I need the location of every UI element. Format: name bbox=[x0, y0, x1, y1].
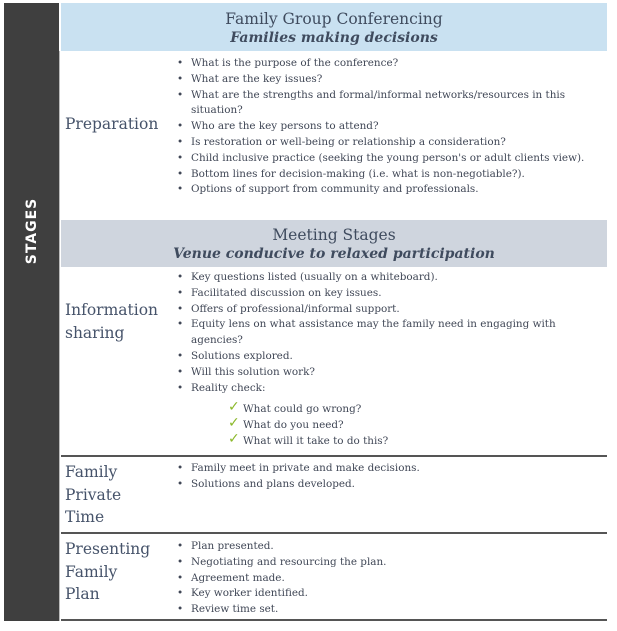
list-item: • Reality check: bbox=[177, 381, 597, 397]
list-item: • Solutions explored. bbox=[177, 349, 597, 365]
header-subtitle: Venue conducive to relaxed participation bbox=[173, 246, 495, 262]
preparation-list bbox=[177, 56, 597, 198]
list-item: • What are the strengths and formal/informal networks/resources in this situation? bbox=[177, 88, 597, 120]
stage-label-line: sharing bbox=[65, 323, 125, 342]
stage-label-family-private-time bbox=[65, 461, 121, 529]
stage-label-line: Private bbox=[65, 485, 122, 504]
check-item-text: What could go wrong? bbox=[243, 403, 362, 415]
stage-label-line: Family bbox=[65, 463, 118, 481]
section-divider bbox=[61, 619, 607, 621]
list-item: • Bottom lines for decision-making (i.e. what is non-negotiable?). bbox=[177, 167, 597, 183]
checkmark-icon: ✓ bbox=[228, 399, 240, 415]
column-divider bbox=[59, 51, 60, 621]
list-item: • Options of support from community and professionals. bbox=[177, 182, 597, 198]
list-item: • Agreement made. bbox=[177, 571, 597, 587]
list-item: • What are the key issues? bbox=[177, 72, 597, 88]
header-title: Family Group Conferencing bbox=[225, 10, 443, 28]
checkmark-icon: ✓ bbox=[228, 415, 240, 431]
stage-label-line: Time bbox=[65, 508, 105, 526]
list-item: • Offers of professional/informal support. bbox=[177, 302, 597, 318]
list-item: • Review time set. bbox=[177, 602, 597, 618]
meeting-stages-header bbox=[61, 220, 607, 267]
reality-check-list bbox=[228, 401, 388, 449]
stage-label-line: Presenting bbox=[65, 540, 151, 558]
list-item: • Key questions listed (usually on a whiteboard). bbox=[177, 270, 597, 286]
stages-label: STAGES bbox=[23, 197, 40, 265]
family-group-conferencing-header bbox=[61, 3, 607, 51]
stage-label-presenting-family-plan bbox=[65, 538, 150, 606]
stage-label-information-sharing bbox=[65, 299, 158, 344]
list-item: • Plan presented. bbox=[177, 539, 597, 555]
list-item: • Equity lens on what assistance may the family need in engaging with agencies? bbox=[177, 317, 597, 349]
list-item: • Is restoration or well-being or relationship a consideration? bbox=[177, 135, 597, 151]
stage-label-line: Family bbox=[65, 562, 118, 581]
list-item: • Will this solution work? bbox=[177, 365, 597, 381]
family-private-time-list bbox=[177, 461, 597, 493]
header-title: Meeting Stages bbox=[272, 226, 396, 244]
list-item: • Solutions and plans developed. bbox=[177, 477, 597, 493]
check-item-text: What do you need? bbox=[243, 419, 344, 431]
list-item: • Family meet in private and make decisions. bbox=[177, 461, 597, 477]
check-item-text: What will it take to do this? bbox=[243, 435, 389, 447]
stage-label-line: Plan bbox=[65, 585, 100, 603]
stages-sidebar bbox=[4, 3, 59, 621]
header-subtitle: Families making decisions bbox=[230, 30, 438, 46]
list-item: • Who are the key persons to attend? bbox=[177, 119, 597, 135]
list-item: • What is the purpose of the conference? bbox=[177, 56, 597, 72]
stage-label-text: Preparation bbox=[65, 115, 159, 133]
list-item: • Child inclusive practice (seeking the young person's or adult clients view). bbox=[177, 151, 597, 167]
check-item bbox=[228, 433, 388, 449]
section-divider bbox=[61, 532, 607, 534]
list-item: • Negotiating and resourcing the plan. bbox=[177, 555, 597, 571]
presenting-family-plan-list bbox=[177, 539, 597, 618]
section-divider bbox=[61, 455, 607, 457]
checkmark-icon: ✓ bbox=[228, 431, 240, 447]
stage-label-preparation bbox=[65, 113, 158, 136]
check-item bbox=[228, 417, 388, 433]
stage-label-line: Information bbox=[65, 301, 159, 319]
list-item: • Facilitated discussion on key issues. bbox=[177, 286, 597, 302]
information-sharing-list bbox=[177, 270, 597, 396]
check-item bbox=[228, 401, 388, 417]
list-item: • Key worker identified. bbox=[177, 586, 597, 602]
